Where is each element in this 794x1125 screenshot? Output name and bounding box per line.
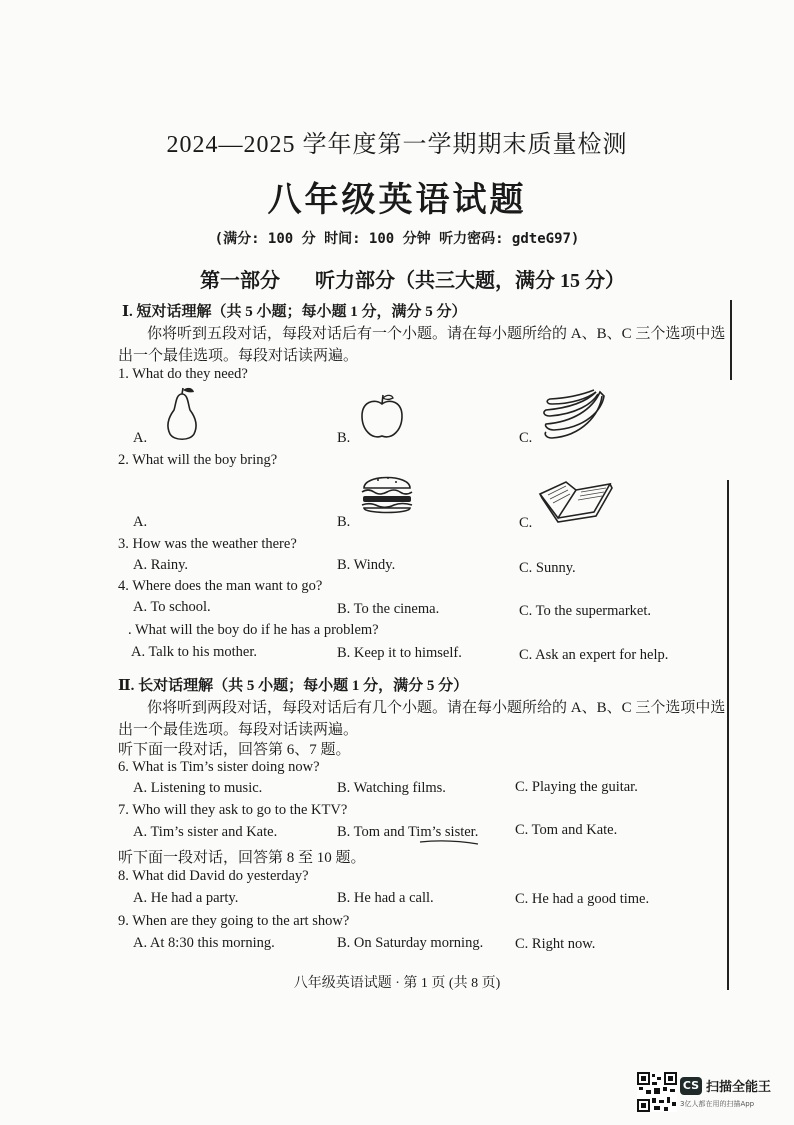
q6-option-b[interactable]: B. Watching films. xyxy=(337,780,446,796)
q7-question: 7. Who will they ask to go to the KTV? xyxy=(118,802,348,818)
q3-option-b[interactable]: B. Windy. xyxy=(337,557,396,573)
camscanner-logo: CS xyxy=(680,1077,702,1095)
section2-heading: Ⅱ. 长对话理解（共 5 小题；每小题 1 分，满分 5 分） xyxy=(118,678,469,694)
q3-option-c[interactable]: C. Sunny. xyxy=(519,560,576,576)
q3-question: 3. How was the weather there? xyxy=(118,536,297,552)
q1-question: 1. What do they need? xyxy=(118,366,248,382)
camscanner-tagline: 3亿人都在用的扫描App xyxy=(680,1100,755,1108)
part-label: 第一部分 xyxy=(200,270,280,292)
bananas-icon xyxy=(542,388,608,440)
q5-option-a[interactable]: A. Talk to his mother. xyxy=(131,644,257,660)
q6-option-a[interactable]: A. Listening to music. xyxy=(133,780,263,796)
q9-option-a[interactable]: A. At 8:30 this morning. xyxy=(133,935,275,951)
q2-option-a[interactable]: A. xyxy=(133,514,148,530)
section2-instruction-line1: 你将听到两段对话，每段对话后有几个小题。请在每小题所给的 A、B、C 三个选项中选 xyxy=(147,700,726,716)
q4-question: 4. Where does the man want to go? xyxy=(118,578,323,594)
q5-option-c[interactable]: C. Ask an expert for help. xyxy=(519,647,669,663)
q6-question: 6. What is Tim’s sister doing now? xyxy=(118,759,320,775)
q8-option-b[interactable]: B. He had a call. xyxy=(337,890,434,906)
q7-option-c[interactable]: C. Tom and Kate. xyxy=(515,822,618,838)
section1-heading: Ⅰ. 短对话理解（共 5 小题；每小题 1 分，满分 5 分） xyxy=(122,304,467,320)
q7-option-b[interactable]: B. Tom and Tim’s sister. xyxy=(337,824,479,840)
q4-option-a[interactable]: A. To school. xyxy=(133,599,211,615)
q9-option-c[interactable]: C. Right now. xyxy=(515,936,596,952)
dialog1-instruction: 听下面一段对话，回答第 6、7 题。 xyxy=(118,742,351,758)
camscanner-name: 扫描全能王 xyxy=(706,1080,772,1095)
exam-subtitle: 八年级英语试题 xyxy=(267,182,527,219)
q8-question: 8. What did David do yesterday? xyxy=(118,868,309,884)
section1-instruction-line2: 出一个最佳选项。每段对话读两遍。 xyxy=(118,348,359,364)
q1-option-b[interactable]: B. xyxy=(337,430,351,446)
q4-option-b[interactable]: B. To the cinema. xyxy=(337,601,440,617)
q1-option-c[interactable]: C. xyxy=(519,430,533,446)
q5-question: . What will the boy do if he has a problem? xyxy=(128,622,379,638)
apple-icon xyxy=(358,392,406,442)
q5-option-b[interactable]: B. Keep it to himself. xyxy=(337,645,462,661)
exam-info: (满分: 100 分 时间: 100 分钟 听力密码: gdteG97) xyxy=(214,231,580,247)
page-footer: 八年级英语试题 · 第 1 页 (共 8 页) xyxy=(293,976,501,991)
pear-icon xyxy=(160,386,204,442)
q9-option-b[interactable]: B. On Saturday morning. xyxy=(337,935,484,951)
pencil-underline xyxy=(418,838,480,846)
exam-title: 2024—2025 学年度第一学期期末质量检测 xyxy=(166,132,628,158)
q4-option-c[interactable]: C. To the supermarket. xyxy=(519,603,652,619)
qr-code-icon xyxy=(637,1072,677,1112)
q1-option-a[interactable]: A. xyxy=(133,430,148,446)
scan-edge-line xyxy=(727,480,729,990)
q8-option-c[interactable]: C. He had a good time. xyxy=(515,891,650,907)
hamburger-icon xyxy=(358,468,416,518)
q2-option-b[interactable]: B. xyxy=(337,514,351,530)
part-title: 听力部分（共三大题，满分 15 分） xyxy=(315,270,625,292)
q9-question: 9. When are they going to the art show? xyxy=(118,913,350,929)
q2-option-c[interactable]: C. xyxy=(519,515,533,531)
dialog2-instruction: 听下面一段对话，回答第 8 至 10 题。 xyxy=(118,850,366,866)
book-icon xyxy=(536,478,616,526)
q6-option-c[interactable]: C. Playing the guitar. xyxy=(515,779,638,795)
section1-instruction-line1: 你将听到五段对话，每段对话后有一个小题。请在每小题所给的 A、B、C 三个选项中选 xyxy=(147,326,726,342)
scan-edge-line xyxy=(730,300,732,380)
q7-option-a[interactable]: A. Tim’s sister and Kate. xyxy=(133,824,278,840)
q8-option-a[interactable]: A. He had a party. xyxy=(133,890,239,906)
section2-instruction-line2: 出一个最佳选项。每段对话读两遍。 xyxy=(118,722,359,738)
q2-question: 2. What will the boy bring? xyxy=(118,452,278,468)
q3-option-a[interactable]: A. Rainy. xyxy=(133,557,189,573)
